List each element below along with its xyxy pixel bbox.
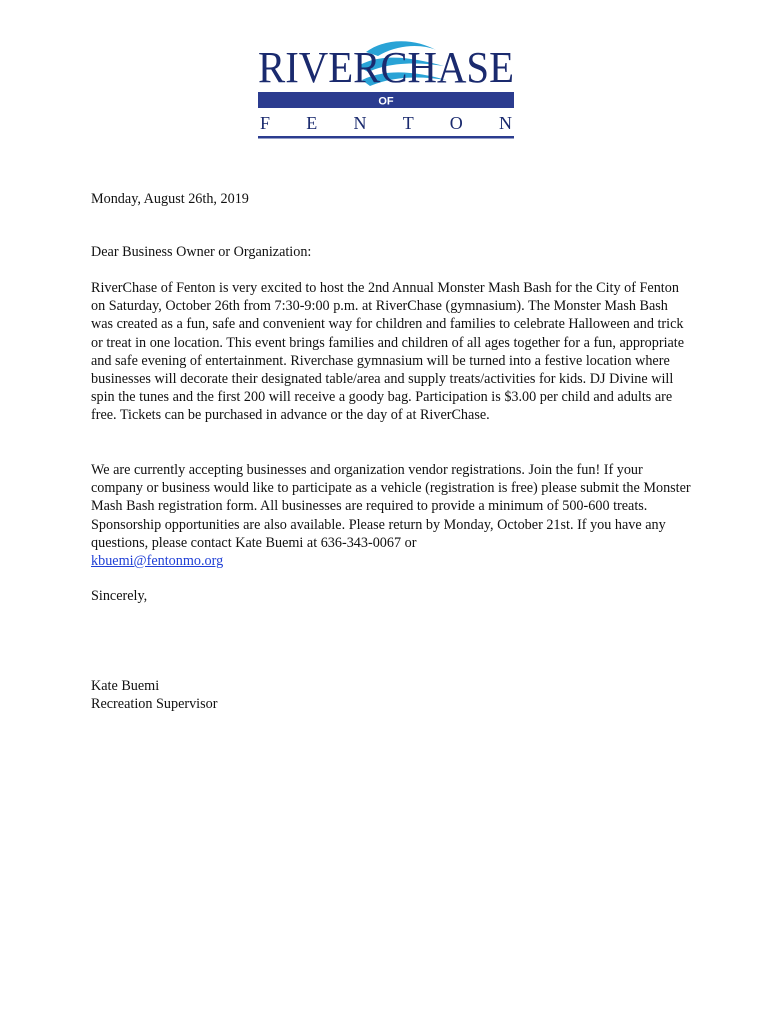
letter-closing: Sincerely,: [91, 588, 148, 604]
logo-underline: [258, 136, 514, 139]
signature-title: Recreation Supervisor: [91, 696, 218, 712]
logo-riverchase-text: RIVERCHASE: [258, 43, 514, 92]
email-link[interactable]: kbuemi@fentonmo.org: [91, 553, 224, 570]
riverchase-logo: [258, 30, 516, 142]
letter-salutation: Dear Business Owner or Organization:: [91, 244, 312, 260]
letter-paragraph-2-block: [91, 461, 691, 570]
signature-name: Kate Buemi: [91, 678, 160, 694]
letter-paragraph-2: We are currently accepting businesses and organization vendor registrations. Join the fun! If your company or business would like to participate as a vehicle (registration is free) please submit the Monster Mash Bash registration form. All businesses are required to provide a minimum of 500-600 treats. Sponsorship opportunities are also available. Please return by Monday, October 21st. If you have any questions, please contact Kate Buemi at 636-343-0067 or: [91, 462, 691, 551]
logo-fenton-text: FENTON: [260, 113, 512, 133]
logo-of-text: OF: [378, 95, 394, 108]
letter-paragraph-1: RiverChase of Fenton is very excited to host the 2nd Annual Monster Mash Bash for the City of Fenton on Saturday, October 26th from 7:30-9:00 p.m. at RiverChase (gymnasium). The Monster Mash Bash was created as a fun, safe and convenient way for children and families to celebrate Halloween and trick or treat in one location. This event brings families and children of all ages together for a fun, appropriate and safe evening of entertainment. Riverchase gymnasium will be turned into a festive location where businesses will decorate their designated table/area and supply treats/activities for kids. DJ Divine will spin the tunes and the first 200 will receive a goody bag. Participation is $3.00 per child and adults are free. Tickets can be purchased in advance or the day of at RiverChase.: [91, 280, 685, 424]
letter-date: Monday, August 26th, 2019: [91, 191, 249, 207]
